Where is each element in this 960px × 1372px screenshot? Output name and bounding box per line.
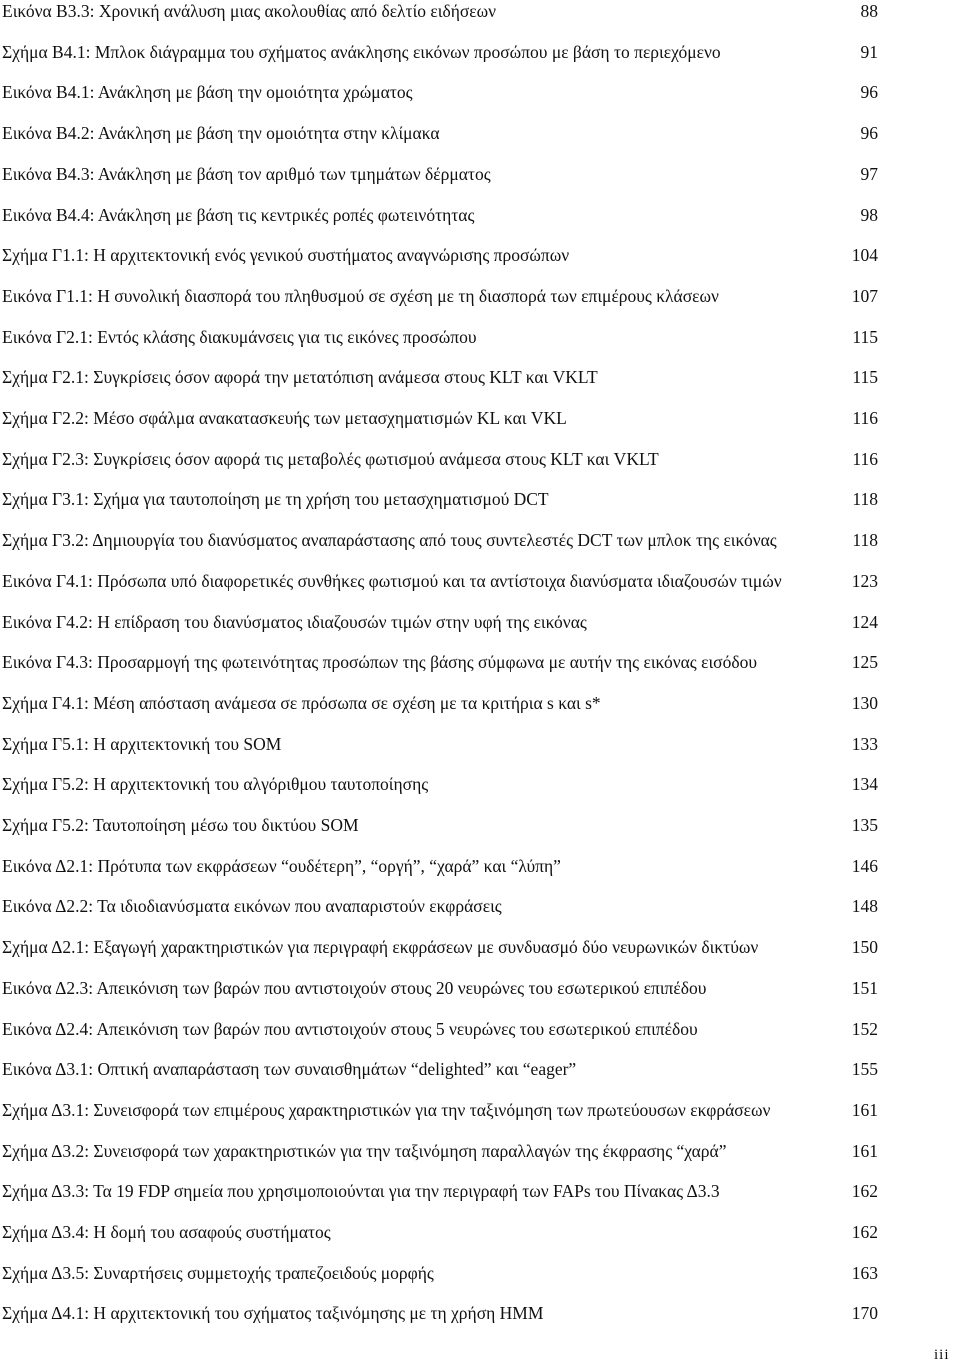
toc-entry-page: 150 xyxy=(851,937,878,958)
toc-entry-page: 118 xyxy=(852,530,878,551)
toc-entry xyxy=(2,484,878,514)
toc-entry-title: Σχήμα Γ3.2: Δημιουργία του διανύσματος αναπαράστασης από τους συντελεστές DCT των μπλοκ της εικόνας xyxy=(2,530,777,551)
toc-entry xyxy=(2,932,878,962)
toc-entry xyxy=(2,37,878,67)
toc-entry-title: Εικόνα Δ2.2: Τα ιδιοδιανύσματα εικόνων που αναπαριστούν εκφράσεις xyxy=(2,896,502,917)
toc-entry-page: 116 xyxy=(852,408,878,428)
toc-entry-title: Εικόνα Δ3.1: Οπτική αναπαράσταση των συναισθημάτων “delighted” και “eager” xyxy=(2,1059,577,1080)
toc-entry-title: Σχήμα Β4.1: Μπλοκ διάγραμμα του σχήματος ανάκλησης εικόνων προσώπου με βάση το περιεχόμενο xyxy=(2,41,721,62)
toc-entry-title: Σχήμα Δ4.1: Η αρχιτεκτονική του σχήματος ταξινόμησης με τη χρήση HMM xyxy=(2,1303,544,1324)
toc-entry-title: Σχήμα Δ2.1: Εξαγωγή χαρακτηριστικών για περιγραφή εκφράσεων με συνδυασμό δύο νευρωνικών δικτύων xyxy=(2,937,759,958)
toc-entry-page: 162 xyxy=(851,1181,878,1202)
toc-entry-page: 123 xyxy=(851,570,878,591)
toc-entry-page: 124 xyxy=(851,611,878,632)
toc-entry-title: Σχήμα Δ3.4: Η δομή του ασαφούς συστήματος xyxy=(2,1222,331,1242)
toc-entry-title: Σχήμα Δ3.3: Τα 19 FDP σημεία που χρησιμοποιούνται για την περιγραφή των FAPs του Πίνακας Δ3.3 xyxy=(2,1181,720,1202)
toc-entry-page: 125 xyxy=(851,652,878,673)
toc-entry xyxy=(2,1298,878,1328)
toc-entry-page: 133 xyxy=(851,733,878,754)
toc-entry-title: Σχήμα Δ3.1: Συνεισφορά των επιμέρους χαρακτηριστικών για την ταξινόμηση των πρωτεύουσων εκφράσεων xyxy=(2,1099,771,1120)
toc-entry xyxy=(2,362,878,392)
toc-entry-title: Σχήμα Γ3.1: Σχήμα για ταυτοποίηση με τη χρήση του μετασχηματισμού DCT xyxy=(2,489,549,510)
toc-entry-title: Εικόνα Β4.4: Ανάκληση με βάση τις κεντρικές ροπές φωτεινότητας xyxy=(2,204,475,225)
toc-entry xyxy=(2,566,878,596)
toc-entry-page: 155 xyxy=(851,1059,878,1080)
toc-entry-page: 96 xyxy=(860,123,878,144)
toc-entry xyxy=(2,688,878,718)
toc-entry-title: Σχήμα Γ5.1: Η αρχιτεκτονική του SOM xyxy=(2,733,282,754)
toc-entry xyxy=(2,240,878,270)
toc-entry-title: Εικόνα Δ2.4: Απεικόνιση των βαρών που αντιστοιχούν στους 5 νευρώνες του εσωτερικού επιπέδου xyxy=(2,1018,698,1039)
toc-entry-page: 161 xyxy=(851,1099,878,1120)
toc-entry xyxy=(2,1176,878,1206)
toc-entry-title: Εικόνα Γ4.1: Πρόσωπα υπό διαφορετικές συνθήκες φωτισμού και τα αντίστοιχα διανύσματα ιδιαζουσών τιμών xyxy=(2,570,782,591)
toc-entry-title: Εικόνα Β4.1: Ανάκληση με βάση την ομοιότητα χρώματος xyxy=(2,82,413,103)
toc-entry-title: Σχήμα Γ5.2: Ταυτοποίηση μέσω του δικτύου SOM xyxy=(2,815,359,835)
toc-entry-page: 107 xyxy=(851,285,878,306)
toc-entry-page: 96 xyxy=(860,82,878,103)
toc-entry-page: 98 xyxy=(860,204,878,225)
toc-entry-title: Σχήμα Γ4.1: Μέση απόσταση ανάμεσα σε πρόσωπα σε σχέση με τα κριτήρια s και s* xyxy=(2,692,601,713)
toc-entry xyxy=(2,769,878,799)
toc-entry-page: 116 xyxy=(852,448,878,469)
toc-entry-title: Σχήμα Γ2.2: Μέσο σφάλμα ανακατασκευής των μετασχηματισμών KL και VKL xyxy=(2,408,567,428)
toc-entry-title: Σχήμα Δ3.5: Συναρτήσεις συμμετοχής τραπεζοειδούς μορφής xyxy=(2,1262,434,1283)
toc-entry-page: 151 xyxy=(851,977,878,998)
toc-entry xyxy=(2,810,878,840)
toc-entry-page: 88 xyxy=(860,1,878,21)
toc-entry-title: Σχήμα Δ3.2: Συνεισφορά των χαρακτηριστικών για την ταξινόμηση παραλλαγών της έκφρασης “χαρά” xyxy=(2,1140,727,1161)
toc-entry-page: 161 xyxy=(851,1140,878,1161)
toc-entry xyxy=(2,729,878,759)
toc-entry xyxy=(2,973,878,1003)
toc-entry xyxy=(2,200,878,230)
page-number: iii xyxy=(934,1347,950,1363)
toc-entry-page: 104 xyxy=(851,245,878,266)
toc-entry-page: 97 xyxy=(860,163,878,184)
toc-entry-page: 130 xyxy=(851,692,878,713)
toc-entry xyxy=(2,1054,878,1084)
toc-entry xyxy=(2,647,878,677)
toc-entry-page: 115 xyxy=(852,367,878,388)
toc-entry xyxy=(2,1014,878,1044)
toc-entry-page: 135 xyxy=(851,815,878,835)
toc-entry xyxy=(2,607,878,637)
toc-entry-title: Σχήμα Γ2.1: Συγκρίσεις όσον αφορά την μετατόπιση ανάμεσα στους KLT και VKLT xyxy=(2,367,598,388)
toc-entry xyxy=(2,159,878,189)
toc-entry-title: Εικόνα Γ4.3: Προσαρμογή της φωτεινότητας προσώπων της βάσης σύμφωνα με αυτήν της εικόνας εισόδου xyxy=(2,652,758,673)
toc-entry-title: Σχήμα Γ5.2: Η αρχιτεκτονική του αλγόριθμου ταυτοποίησης xyxy=(2,774,429,795)
toc-entry-title: Εικόνα Γ1.1: Η συνολική διασπορά του πληθυσμού σε σχέση με τη διασπορά των επιμέρους κλάσεων xyxy=(2,285,719,306)
toc-entry-page: 163 xyxy=(851,1262,878,1283)
toc-entry xyxy=(2,891,878,921)
toc-entry xyxy=(2,403,878,433)
toc-entry-page: 118 xyxy=(852,489,878,510)
toc-entry-page: 115 xyxy=(852,326,878,347)
toc-entry-title: Εικόνα Β4.2: Ανάκληση με βάση την ομοιότητα στην κλίμακα xyxy=(2,123,440,144)
toc-entry xyxy=(2,1217,878,1247)
toc-entry xyxy=(2,0,878,26)
toc-entry-page: 162 xyxy=(851,1222,878,1242)
toc-entry-title: Εικόνα Γ4.2: Η επίδραση του διανύσματος ιδιαζουσών τιμών στην υφή της εικόνας xyxy=(2,611,587,632)
toc-entry-title: Εικόνα Δ2.1: Πρότυπα των εκφράσεων “ουδέτερη”, “οργή”, “χαρά” και “λύπη” xyxy=(2,855,561,876)
toc-entry-page: 170 xyxy=(851,1303,878,1324)
toc-entry-title: Εικόνα Γ2.1: Εντός κλάσης διακυμάνσεις για τις εικόνες προσώπου xyxy=(2,326,477,347)
toc-entry-title: Εικόνα Β3.3: Χρονική ανάλυση μιας ακολουθίας από δελτίο ειδήσεων xyxy=(2,1,497,21)
toc-entry-page: 148 xyxy=(851,896,878,917)
toc-entry-title: Σχήμα Γ2.3: Συγκρίσεις όσον αφορά τις μεταβολές φωτισμού ανάμεσα στους KLT και VKLT xyxy=(2,448,659,469)
toc-entry xyxy=(2,281,878,311)
toc-entry xyxy=(2,1258,878,1288)
toc-entry xyxy=(2,851,878,881)
toc-entry xyxy=(2,322,878,352)
toc-entry-page: 152 xyxy=(851,1018,878,1039)
toc-entry-page: 134 xyxy=(851,774,878,795)
toc-entry-page: 91 xyxy=(860,41,878,62)
toc-entry xyxy=(2,1095,878,1125)
toc-entry xyxy=(2,444,878,474)
toc-entry xyxy=(2,118,878,148)
toc-entry xyxy=(2,77,878,107)
toc-entry-title: Σχήμα Γ1.1: Η αρχιτεκτονική ενός γενικού συστήματος αναγνώρισης προσώπων xyxy=(2,245,570,266)
toc-entry-page: 146 xyxy=(851,855,878,876)
toc-entry xyxy=(2,1136,878,1166)
toc-entry xyxy=(2,525,878,555)
toc-entry-title: Εικόνα Δ2.3: Απεικόνιση των βαρών που αντιστοιχούν στους 20 νευρώνες του εσωτερικού επιπέδου xyxy=(2,977,707,998)
toc-entry-title: Εικόνα Β4.3: Ανάκληση με βάση τον αριθμό των τμημάτων δέρματος xyxy=(2,163,491,184)
